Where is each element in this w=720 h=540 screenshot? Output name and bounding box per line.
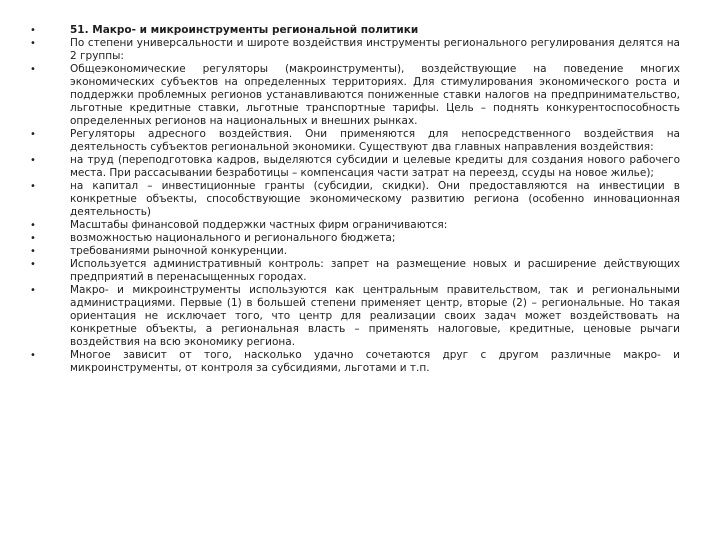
bullet-icon: • xyxy=(30,350,36,361)
bullet-icon: • xyxy=(30,38,36,49)
list-item xyxy=(30,284,680,349)
list-item-text: возможностью национального и регионального бюджета; xyxy=(70,232,396,244)
list-item-text: требованиями рыночной конкуренции. xyxy=(70,245,288,257)
list-item-text: 51. Макро- и микроинструменты региональной политики xyxy=(70,24,419,36)
bullet-icon: • xyxy=(30,233,36,244)
bullet-icon: • xyxy=(30,25,36,36)
bullet-icon: • xyxy=(30,259,36,270)
list-item xyxy=(30,232,680,245)
list-item-text: Многое зависит от того, насколько удачно сочетаются друг с другом различные макро- и микроинструменты, от контроля за субсидиями, льготами и т.п. xyxy=(70,349,680,374)
list-item-text: на капитал – инвестиционные гранты (субсидии, скидки). Они предоставляются на инвестиции в конкретные объекты, способствующие экономическому развитию региона (особенно инновационная деятельность) xyxy=(70,180,680,218)
list-item-text: По степени универсальности и широте воздействия инструменты регионального регулирования делятся на 2 группы: xyxy=(70,37,680,62)
list-item-text: Используется административный контроль: запрет на размещение новых и расширение действующих предприятий в перенасыщенных городах. xyxy=(70,258,680,283)
list-item xyxy=(30,219,680,232)
list-item xyxy=(30,128,680,154)
list-item xyxy=(30,154,680,180)
list-item xyxy=(30,258,680,284)
list-item xyxy=(30,63,680,128)
bullet-icon: • xyxy=(30,220,36,231)
list-item-title xyxy=(30,24,680,37)
list-item-text: Общеэкономические регуляторы (макроинструменты), воздействующие на поведение многих экономических субъектов на определенных территориях. Для стимулирования экономического роста и поддержки проблемных регионов устанавливаются пониженные ставки налогов на предпринимательство, льготные кредитные ставки, льготные транспортные тарифы. Цель – поднять конкурентоспособность определенных регионов на национальных и внешних рынках. xyxy=(70,63,680,127)
list-item-text: на труд (переподготовка кадров, выделяются субсидии и целевые кредиты для создания нового рабочего места. При рассасывании безработицы – компенсация части затрат на переезд, ссуды на новое жилье); xyxy=(70,154,680,179)
list-item xyxy=(30,245,680,258)
list-item-text: Регуляторы адресного воздействия. Они применяются для непосредственного воздействия на деятельность субъектов региональной экономики. Существуют два главных направления воздействия: xyxy=(70,128,680,153)
list-item xyxy=(30,180,680,219)
list-item-text: Макро- и микроинструменты используются как центральным правительством, так и региональными администрациями. Первые (1) в большей степени применяет центр, вторые (2) – региональные. Но такая ориентация не исключает того, что центр для реализации своих задач может воздействовать на конкретные объекты, а региональная власть – применять налоговые, кредитные, ценовые рычаги воздействия на всю экономику региона. xyxy=(70,284,680,348)
bullet-icon: • xyxy=(30,181,36,192)
list-item-text: Масштабы финансовой поддержки частных фирм ограничиваются: xyxy=(70,219,448,231)
list-item xyxy=(30,349,680,375)
bullet-icon: • xyxy=(30,285,36,296)
bullet-icon: • xyxy=(30,246,36,257)
list-item xyxy=(30,37,680,63)
bullet-icon: • xyxy=(30,64,36,75)
bullet-icon: • xyxy=(30,155,36,166)
bullet-list xyxy=(30,24,680,375)
bullet-icon: • xyxy=(30,129,36,140)
